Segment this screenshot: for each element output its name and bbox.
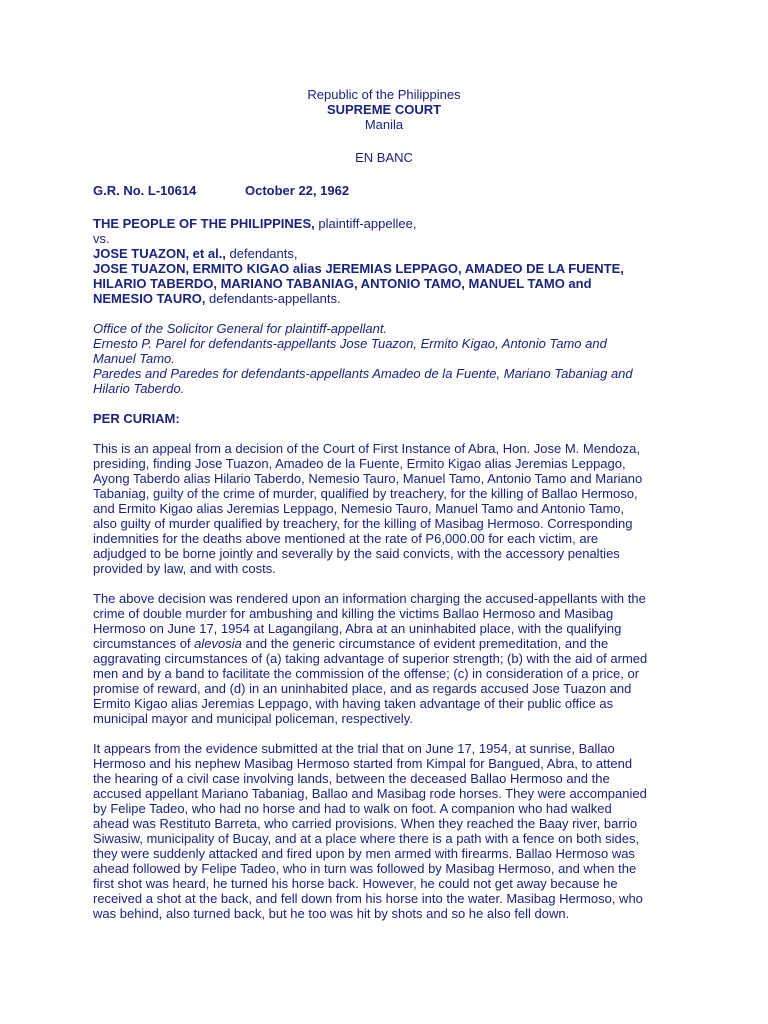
counsel-block	[93, 321, 693, 396]
paragraph-line: ahead followed by Felipe Tadeo, who in turn was followed by Masibag Hermoso, and when the	[93, 861, 637, 876]
division: EN BANC	[355, 150, 413, 165]
parties-block	[93, 216, 693, 306]
paragraph-line: aggravating circumstances of (a) taking advantage of superior strength; (b) with the aid of armed	[93, 651, 648, 666]
paragraph-line: the hearing of a civil case involving lands, between the deceased Ballao Hermoso and the	[93, 771, 610, 786]
paragraph-line: Hermoso on June 17, 1954 at Lagangilang, Abra at an uninhabited place, with the qualifying	[93, 621, 622, 636]
paragraph-line: It appears from the evidence submitted at the trial that on June 17, 1954, at sunrise, Ballao	[93, 741, 615, 756]
counsel-line-3: Manuel Tamo.	[93, 351, 175, 366]
text-segment: circumstances of	[93, 636, 195, 651]
appellants-line-3: NEMESIO TAURO,	[93, 291, 206, 306]
paragraph-line: also guilty of murder qualified by treachery, for the killing of Masibag Hermoso. Corresponding	[93, 516, 633, 531]
paragraph-line: by Felipe Tadeo, who had no horse and had to walk on foot. A companion who had walked	[93, 801, 612, 816]
court-city: Manila	[364, 117, 404, 132]
plaintiff-name: THE PEOPLE OF THE PHILIPPINES,	[93, 216, 315, 231]
paragraph-line	[93, 636, 693, 651]
counsel-line-2: Ernesto P. Parel for defendants-appellants Jose Tuazon, Ermito Kigao, Antonio Tamo and	[93, 336, 607, 351]
counsel-line-5: Hilario Taberdo.	[93, 381, 185, 396]
decision-date: October 22, 1962	[245, 183, 350, 198]
text-segment: and the generic circumstance of evident premeditation, and the	[241, 636, 609, 651]
court-name: SUPREME COURT	[326, 102, 442, 117]
paragraph-line: Tabaniag, guilty of the crime of murder, qualified by treachery, for the killing of Ballao Hermoso,	[93, 486, 638, 501]
paragraph-line: accused appellant Mariano Tabaniag, Ballao and Masibag rode horses. They were accompanied	[93, 786, 647, 801]
plaintiff-role: plaintiff-appellee,	[314, 216, 417, 231]
paragraph-line: promise of reward, and (d) in an uninhabited place, and as regards accused Jose Tuazon and	[93, 681, 632, 696]
paragraph-line: Ayong Taberdo alias Hilario Taberdo, Nemesio Tauro, Manuel Tamo, Antonio Tamo and Mariano	[93, 471, 643, 486]
paragraph-line: Hermoso and his nephew Masibag Hermoso started from Kimpal for Bangued, Abra, to attend	[93, 756, 633, 771]
case-number-line	[93, 183, 693, 198]
appellants-role: defendants-appellants.	[205, 291, 341, 306]
paragraph-line: adjudged to be borne jointly and severally by the said convicts, with the accessory penalties	[93, 546, 620, 561]
paragraph-line: This is an appeal from a decision of the Court of First Instance of Abra, Hon. Jose M. Mendoza,	[93, 441, 640, 456]
paragraph-line: presiding, finding Jose Tuazon, Amadeo de la Fuente, Ermito Kigao alias Jeremias Leppago,	[93, 456, 626, 471]
paragraph-line: Siwasiw, municipality of Bucay, and at a place where there is a path with a fence on both sides,	[93, 831, 640, 846]
paragraph-line: provided by law, and with costs.	[93, 561, 276, 576]
paragraph-line: Ermito Kigao alias Jeremias Leppago, with having taken advantage of their public office as	[93, 696, 614, 711]
defendants-role: defendants,	[225, 246, 298, 261]
appellants-line-1: JOSE TUAZON, ERMITO KIGAO alias JEREMIAS LEPPAGO, AMADEO DE LA FUENTE,	[93, 261, 624, 276]
paragraph-2	[93, 591, 693, 726]
paragraph-line: indemnities for the deaths above mentioned at the rate of P6,000.00 for each victim, are	[93, 531, 599, 546]
appellants-line-2: HILARIO TABERDO, MARIANO TABANIAG, ANTONIO TAMO, MANUEL TAMO and	[93, 276, 592, 291]
paragraph-3	[93, 741, 693, 921]
paragraph-line: was behind, also turned back, but he too was hit by shots and so he also fell down.	[93, 906, 570, 921]
paragraph-line: The above decision was rendered upon an information charging the accused-appellants with the	[93, 591, 646, 606]
versus: vs.	[93, 231, 110, 246]
paragraph-1	[93, 441, 693, 576]
paragraph-line: first shot was heard, he turned his horse back. However, he could not get away because he	[93, 876, 618, 891]
document-page	[93, 87, 693, 921]
paragraph-line: municipal mayor and municipal policeman, respectively.	[93, 711, 413, 726]
counsel-line-1: Office of the Solicitor General for plaintiff-appellant.	[93, 321, 388, 336]
counsel-line-4: Paredes and Paredes for defendants-appellants Amadeo de la Fuente, Mariano Tabaniag and	[93, 366, 633, 381]
paragraph-line: they were suddenly attacked and fired upon by men armed with firearms. Ballao Hermoso was	[93, 846, 635, 861]
paragraph-line: and Ermito Kigao alias Jeremias Leppago, Nemesio Tauro, Manuel Tamo and Antonio Tamo,	[93, 501, 625, 516]
republic-line: Republic of the Philippines	[307, 87, 461, 102]
court-header	[93, 87, 675, 165]
paragraph-line: crime of double murder for ambushing and killing the victims Ballao Hermoso and Masibag	[93, 606, 614, 621]
paragraph-line: ahead was Restituto Barreta, who carried provisions. When they reached the Baay river, barrio	[93, 816, 638, 831]
per-curiam-heading: PER CURIAM:	[93, 411, 180, 426]
defendants-name: JOSE TUAZON, et al.,	[93, 246, 226, 261]
alevosia-term: alevosia	[194, 636, 242, 651]
paragraph-line: men and by a band to facilitate the commission of the offense; (c) in consideration of a price, or	[93, 666, 640, 681]
gr-number: G.R. No. L-10614	[93, 183, 197, 198]
paragraph-line: received a shot at the back, and fell down from his horse into the water. Masibag Hermoso, who	[93, 891, 643, 906]
